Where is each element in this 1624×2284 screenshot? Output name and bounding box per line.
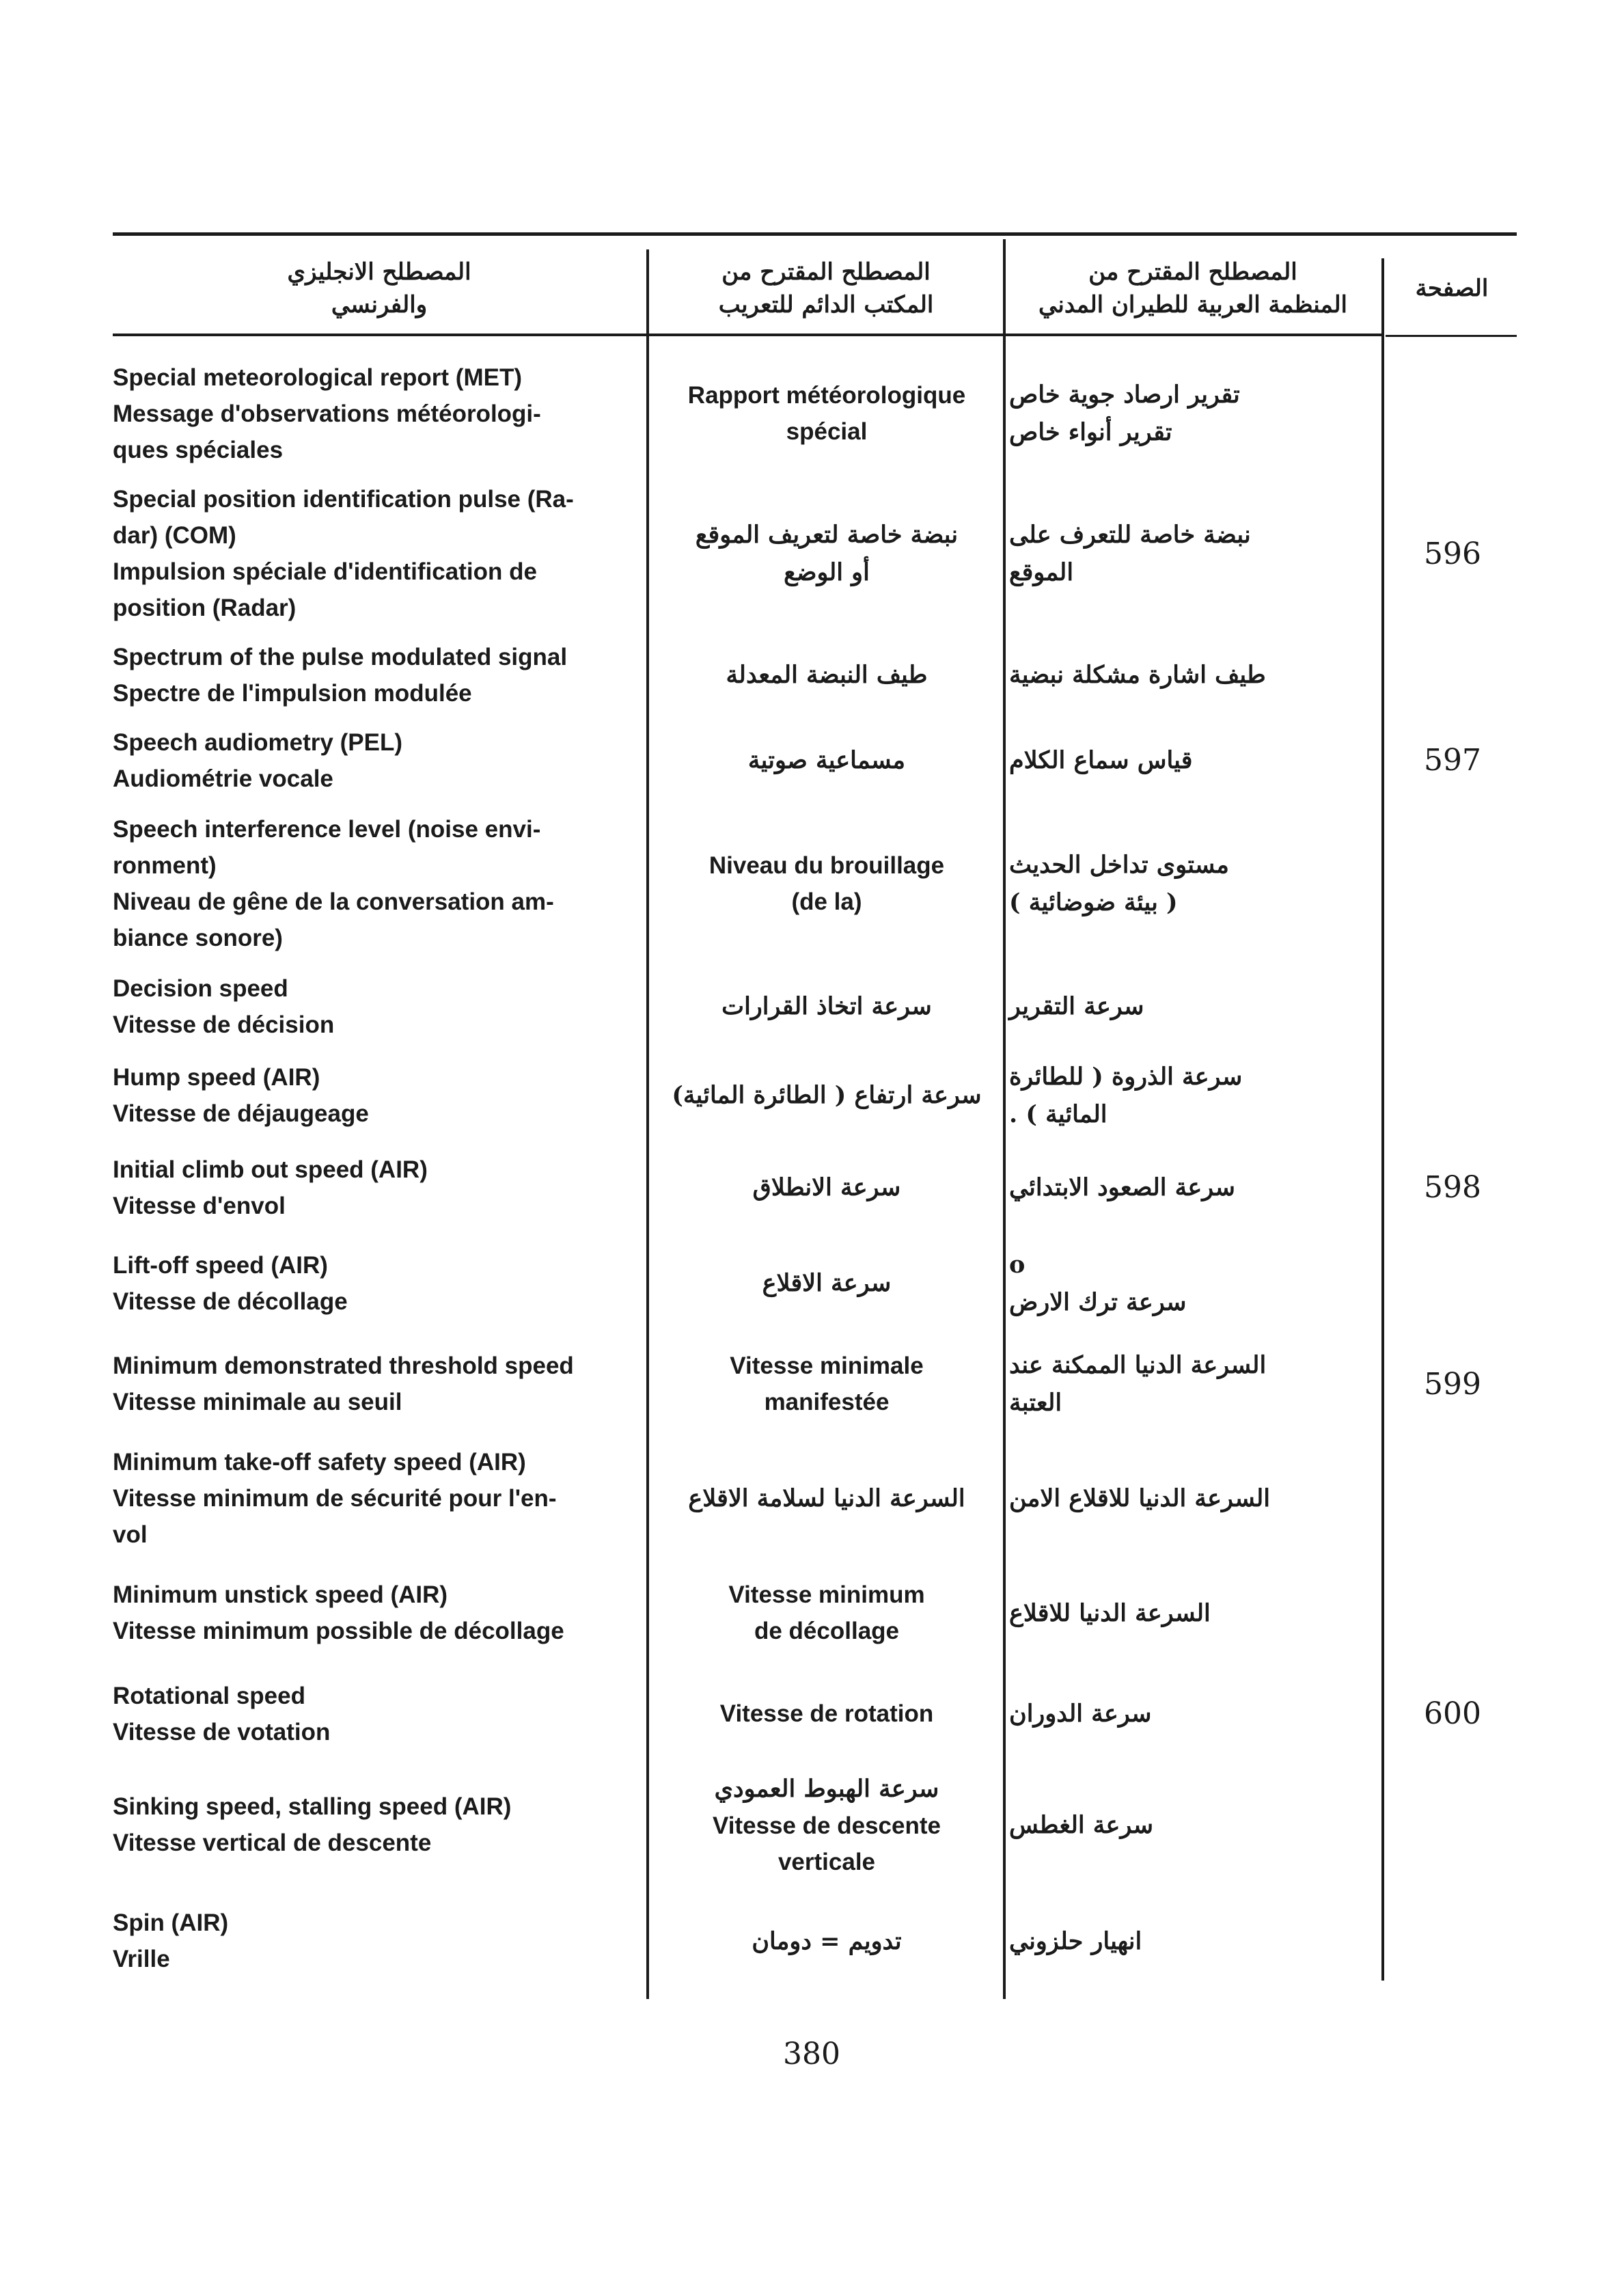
term-line: Vitesse de décision — [113, 1011, 335, 1038]
header-icao-line1: المصطلح المقترح من — [1088, 258, 1297, 286]
arabization-line: سرعة الهبوط العمودي — [714, 1774, 939, 1803]
term-english-french — [113, 724, 642, 796]
arabization-line: السرعة الدنيا لسلامة الاقلاع — [688, 1484, 965, 1512]
header-english-french-line2: والفرنسي — [331, 291, 428, 318]
term-line: Vitesse de votation — [113, 1718, 331, 1745]
term-arabization-bureau — [652, 1442, 1001, 1555]
header-page — [1387, 247, 1517, 329]
header-english-french-line1: المصطلح الانجليزي — [287, 258, 471, 286]
term-line: Minimum take-off safety speed (AIR) — [113, 1449, 526, 1476]
table-row — [113, 1671, 1517, 1756]
term-arabization-bureau — [652, 639, 1001, 711]
header-bottom-rule-page — [1386, 335, 1517, 337]
term-arabization-bureau — [652, 1056, 1001, 1134]
table-row — [113, 1240, 1517, 1326]
table-row — [113, 1893, 1517, 1989]
page-reference — [1388, 810, 1517, 957]
term-line: Minimum unstick speed (AIR) — [113, 1581, 448, 1608]
term-line: Vitesse minimum de sécurité pour l'en- — [113, 1485, 557, 1512]
term-english-french — [113, 359, 642, 468]
header-arabization-bureau — [652, 247, 1000, 329]
term-english-french — [113, 1148, 642, 1227]
term-line: Vitesse de décollage — [113, 1288, 348, 1315]
term-line: Audiométrie vocale — [113, 765, 333, 792]
arabization-line: Vitesse minimum — [728, 1581, 925, 1608]
term-line: Impulsion spéciale d'identification de — [113, 558, 537, 585]
term-line: Rotational speed — [113, 1682, 305, 1709]
term-english-french — [113, 1056, 642, 1134]
page-reference — [1388, 359, 1517, 468]
icao-line: سرعة التقرير — [1009, 992, 1144, 1020]
header-bottom-rule — [113, 334, 1384, 336]
page-reference — [1388, 1671, 1517, 1756]
page-reference — [1388, 1770, 1517, 1879]
icao-line: العتبة — [1009, 1389, 1062, 1417]
table-top-rule — [113, 232, 1517, 236]
term-english-french — [113, 970, 642, 1042]
page-reference — [1388, 1056, 1517, 1134]
icao-line: السرعة الدنيا للاقلاع الامن — [1009, 1484, 1270, 1512]
icao-line: السرعة الدنيا الممكنة عند — [1009, 1351, 1267, 1379]
table-row — [113, 810, 1517, 957]
arabization-line: مسماعية صوتية — [747, 746, 906, 774]
arabization-line: Vitesse de descente — [713, 1812, 941, 1839]
arabization-line: Vitesse minimale — [730, 1352, 924, 1379]
arabization-line: سرعة الانطلاق — [752, 1173, 901, 1201]
term-arabization-bureau — [652, 482, 1001, 625]
table-row — [113, 1148, 1517, 1227]
term-english-french — [113, 1340, 642, 1428]
table-row — [113, 1770, 1517, 1879]
term-line: Hump speed (AIR) — [113, 1063, 320, 1091]
page-reference — [1388, 1568, 1517, 1657]
icao-line: الموقع — [1009, 558, 1074, 586]
page-reference — [1388, 1893, 1517, 1989]
term-line: Vitesse minimum possible de décollage — [113, 1618, 564, 1644]
header-english-french — [116, 247, 642, 329]
icao-line: انهيار حلزوني — [1009, 1927, 1142, 1955]
term-arabization-bureau — [652, 1770, 1001, 1879]
term-arab-civil-aviation — [1009, 1442, 1378, 1555]
table-row — [113, 482, 1517, 625]
table-row — [113, 724, 1517, 796]
icao-line: سرعة الذروة ( للطائرة — [1009, 1062, 1243, 1091]
page-reference-value: 598 — [1424, 1170, 1481, 1205]
term-arab-civil-aviation — [1009, 970, 1378, 1042]
page-reference — [1388, 970, 1517, 1042]
term-line: Sinking speed, stalling speed (AIR) — [113, 1793, 512, 1820]
term-english-french — [113, 1240, 642, 1326]
term-arab-civil-aviation — [1009, 1893, 1378, 1989]
arabization-line: verticale — [777, 1848, 876, 1875]
arabization-line: سرعة اتخاذ القرارات — [721, 992, 932, 1020]
term-arab-civil-aviation — [1009, 724, 1378, 796]
arabization-line: أو الوضع — [784, 558, 870, 586]
table-row — [113, 1056, 1517, 1134]
term-line: ques spéciales — [113, 436, 284, 463]
page-reference-value: 596 — [1424, 536, 1481, 571]
arabization-line: Vitesse de rotation — [719, 1700, 934, 1727]
table-row — [113, 970, 1517, 1042]
arabization-line: de décollage — [754, 1618, 900, 1644]
term-english-french — [113, 482, 642, 625]
arabization-line: Rapport météorologique — [687, 382, 966, 409]
page-reference-value: 599 — [1424, 1366, 1481, 1402]
term-line: ronment) — [113, 852, 217, 879]
term-arabization-bureau — [652, 1340, 1001, 1428]
page-reference — [1388, 1340, 1517, 1428]
term-line: Speech interference level (noise envi- — [113, 815, 541, 843]
term-line: Vitesse vertical de descente — [113, 1830, 432, 1856]
icao-line: تقرير أنواء خاص — [1009, 418, 1172, 446]
term-line: Special position identification pulse (Ra- — [113, 486, 574, 513]
page-reference — [1388, 724, 1517, 796]
term-english-french — [113, 1568, 642, 1657]
term-line: Message d'observations météorologi- — [113, 400, 541, 427]
term-english-french — [113, 810, 642, 957]
icao-line: سرعة الدوران — [1009, 1700, 1152, 1728]
term-english-french — [113, 1893, 642, 1989]
table-row — [113, 1340, 1517, 1428]
term-arabization-bureau — [652, 1568, 1001, 1657]
term-arabization-bureau — [652, 1671, 1001, 1756]
page-reference — [1388, 1240, 1517, 1326]
term-english-french — [113, 639, 642, 711]
term-arab-civil-aviation — [1009, 359, 1378, 468]
term-arabization-bureau — [652, 724, 1001, 796]
term-arabization-bureau — [652, 810, 1001, 957]
term-line: vol — [113, 1521, 148, 1548]
term-line: Minimum demonstrated threshold speed — [113, 1352, 574, 1379]
term-arab-civil-aviation — [1009, 482, 1378, 625]
icao-line: طيف اشارة مشكلة نبضية — [1009, 661, 1266, 689]
header-page-label: الصفحة — [1415, 275, 1489, 302]
header-arabization-line1: المصطلح المقترح من — [721, 258, 931, 286]
term-line: Vitesse minimale au seuil — [113, 1389, 402, 1415]
arabization-line: طيف النبضة المعدلة — [726, 661, 928, 689]
arabization-line: spécial — [786, 418, 868, 445]
term-arab-civil-aviation — [1009, 810, 1378, 957]
term-arab-civil-aviation — [1009, 1671, 1378, 1756]
term-arabization-bureau — [652, 1893, 1001, 1989]
term-arabization-bureau — [652, 970, 1001, 1042]
icao-line: سرعة الصعود الابتدائي — [1009, 1173, 1235, 1201]
term-arabization-bureau — [652, 359, 1001, 468]
icao-line: سرعة ترك الارض — [1009, 1288, 1187, 1316]
arabization-line: تدويم = دومان — [752, 1927, 902, 1955]
table-row — [113, 359, 1517, 468]
term-arab-civil-aviation — [1009, 1568, 1378, 1657]
arabization-line: سرعة ارتفاع ( الطائرة المائية) — [672, 1081, 982, 1109]
term-line: Vrille — [113, 1946, 170, 1972]
arabization-line: Niveau du brouillage — [708, 852, 945, 879]
icao-line: o — [1009, 1250, 1026, 1279]
header-arabization-line2: المكتب الدائم للتعريب — [718, 291, 934, 318]
icao-line: سرعة الغطس — [1009, 1810, 1154, 1839]
icao-line: مستوى تداخل الحديث — [1009, 850, 1229, 879]
term-arab-civil-aviation — [1009, 1770, 1378, 1879]
term-line: Decision speed — [113, 975, 288, 1002]
arabization-line: (de la) — [791, 888, 862, 915]
icao-line: قياس سماع الكلام — [1009, 746, 1193, 774]
page-number: 380 — [783, 2037, 840, 2071]
page-reference-value: 600 — [1424, 1696, 1481, 1731]
table-row — [113, 1442, 1517, 1555]
term-english-french — [113, 1770, 642, 1879]
term-line: dar) (COM) — [113, 522, 236, 549]
term-line: position (Radar) — [113, 595, 297, 621]
term-line: Initial climb out speed (AIR) — [113, 1156, 428, 1183]
icao-line: المائية ) . — [1009, 1100, 1107, 1128]
icao-line: ( بيئة ضوضائية ) — [1009, 888, 1178, 916]
term-line: Speech audiometry (PEL) — [113, 729, 402, 756]
arabization-line: سرعة الاقلاع — [762, 1269, 892, 1297]
term-arab-civil-aviation — [1009, 1340, 1378, 1428]
page-reference — [1388, 1442, 1517, 1555]
term-line: Spin (AIR) — [113, 1909, 229, 1936]
term-line: Spectrum of the pulse modulated signal — [113, 643, 568, 670]
term-line: Spectre de l'impulsion modulée — [113, 679, 472, 707]
table-row — [113, 1568, 1517, 1657]
icao-line: نبضة خاصة للتعرف على — [1009, 521, 1251, 549]
table-row — [113, 639, 1517, 711]
header-arab-civil-aviation — [1008, 247, 1377, 329]
term-english-french — [113, 1442, 642, 1555]
page-reference — [1388, 482, 1517, 625]
term-line: Special meteorological report (MET) — [113, 364, 522, 391]
icao-line: السرعة الدنيا للاقلاع — [1009, 1599, 1211, 1627]
icao-line: تقرير ارصاد جوية خاص — [1009, 381, 1240, 409]
header-icao-line2: المنظمة العربية للطيران المدني — [1038, 291, 1347, 318]
term-arabization-bureau — [652, 1148, 1001, 1227]
term-line: Niveau de gêne de la conversation am- — [113, 888, 554, 915]
term-line: Vitesse d'envol — [113, 1192, 286, 1219]
page-reference-value: 597 — [1424, 743, 1481, 778]
term-arabization-bureau — [652, 1240, 1001, 1326]
term-arab-civil-aviation — [1009, 1148, 1378, 1227]
term-arab-civil-aviation — [1009, 1240, 1378, 1326]
term-arab-civil-aviation — [1009, 639, 1378, 711]
term-english-french — [113, 1671, 642, 1756]
term-arab-civil-aviation — [1009, 1056, 1378, 1134]
arabization-line: نبضة خاصة لتعريف الموقع — [695, 521, 959, 549]
page-reference — [1388, 639, 1517, 711]
term-line: Vitesse de déjaugeage — [113, 1100, 369, 1127]
term-line: biance sonore) — [113, 924, 283, 951]
arabization-line: manifestée — [764, 1389, 890, 1415]
page-reference — [1388, 1148, 1517, 1227]
term-line: Lift-off speed (AIR) — [113, 1251, 328, 1279]
